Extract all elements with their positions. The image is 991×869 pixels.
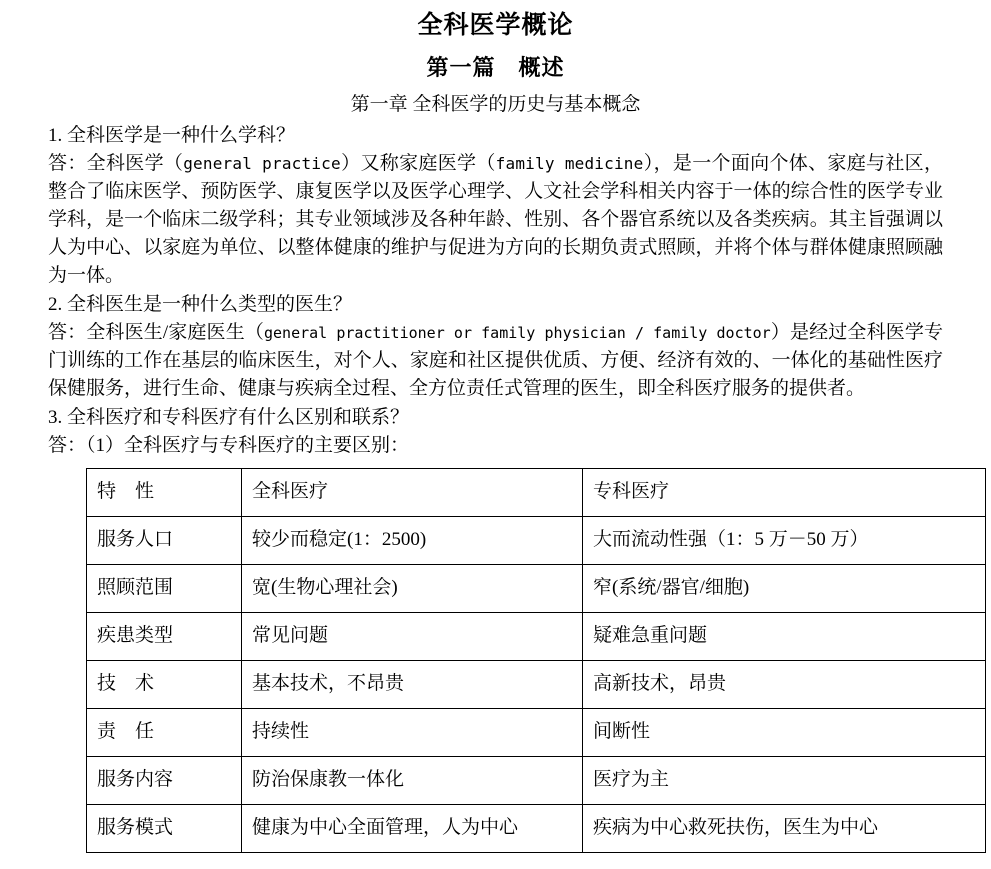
table-row <box>87 757 986 805</box>
table-cell-6-1: 健康为中心全面管理，人为中心 <box>242 805 583 853</box>
table-row <box>87 805 986 853</box>
comparison-table <box>86 468 986 853</box>
answer-1-mid: ）又称家庭医学（ <box>340 152 496 174</box>
table-cell-6-0: 服务模式 <box>87 805 242 853</box>
table-cell-5-2: 医疗为主 <box>583 757 986 805</box>
table-cell-6-2: 疾病为中心救死扶伤，医生为中心 <box>583 805 986 853</box>
table-cell-0-0: 服务人口 <box>87 517 242 565</box>
answer-2-rest: 是经过全科医学专门训练的工作在基层的临床医生，对个人、家庭和社区提供优质、方便、经济有效的、一体化的基础性医疗保健服务，进行生命、健康与疾病全过程、全方位责任式管理的医生，即全科医疗服务的提供者。 <box>48 322 943 400</box>
table-row <box>87 709 986 757</box>
table-cell-0-2: 大而流动性强（1：5 万－50 万） <box>583 517 986 565</box>
part-title: 第一篇 概述 <box>426 55 565 80</box>
table-cell-1-1: 宽(生物心理社会) <box>242 565 583 613</box>
table-cell-3-2: 高新技术，昂贵 <box>583 661 986 709</box>
table-cell-2-2: 疑难急重问题 <box>583 613 986 661</box>
table-cell-3-1: 基本技术，不昂贵 <box>242 661 583 709</box>
answer-1-latin-general-practice: general practice <box>183 153 341 173</box>
answer-3: 答：（1）全科医疗与专科医疗的主要区别： <box>48 434 410 456</box>
table-row <box>87 613 986 661</box>
table-cell-header-1: 全科医疗 <box>242 469 583 517</box>
table-cell-1-0: 照顾范围 <box>87 565 242 613</box>
table-cell-2-0: 疾患类型 <box>87 613 242 661</box>
table-cell-1-2: 窄(系统/器官/细胞) <box>583 565 986 613</box>
table-cell-2-1: 常见问题 <box>242 613 583 661</box>
table-cell-0-1: 较少而稳定(1：2500) <box>242 517 583 565</box>
document-title: 全科医学概论 <box>417 12 574 39</box>
answer-2-prefix: 答：全科医生/家庭医生（ <box>48 322 264 344</box>
table-cell-4-2: 间断性 <box>583 709 986 757</box>
question-1: 1. 全科医学是一种什么学科？ <box>48 125 296 147</box>
table-row <box>87 661 986 709</box>
table-cell-5-0: 服务内容 <box>87 757 242 805</box>
answer-2-latin-terms: general practitioner or family physician / family doctor <box>263 324 771 343</box>
question-2: 2. 全科医生是一种什么类型的医生？ <box>48 294 353 316</box>
table-row <box>87 517 986 565</box>
table-cell-header-2: 专科医疗 <box>583 469 986 517</box>
table-cell-4-0: 责 任 <box>87 709 242 757</box>
table-cell-header-0: 特 性 <box>87 469 242 517</box>
answer-1-latin-family-medicine: family medicine <box>495 153 644 173</box>
table-cell-5-1: 防治保康教一体化 <box>242 757 583 805</box>
table-row <box>87 565 986 613</box>
table-cell-3-0: 技 术 <box>87 661 242 709</box>
answer-1-rest: ），是一个面向个体、家庭与社区，整合了临床医学、预防医学、康复医学以及医学心理学、人文社会学科相关内容于一体的综合性的医学专业学科，是一个临床二级学科；其专业领域涉及各种年龄、性别、各个器官系统以及各类疾病。其主旨强调以人为中心、以家庭为单位、以整体健康的维护与促进为方向的长期负责式照顾，并将个体与群体健康照顾融为一体。 <box>48 152 943 287</box>
answer-1 <box>48 150 943 291</box>
answer-2-mid: ） <box>770 322 790 344</box>
answer-1-prefix: 答：全科医学（ <box>48 152 184 174</box>
question-3: 3. 全科医疗和专科医疗有什么区别和联系？ <box>48 407 410 429</box>
table-cell-4-1: 持续性 <box>242 709 583 757</box>
chapter-title: 第一章 全科医学的历史与基本概念 <box>350 93 641 115</box>
comparison-table-body <box>87 469 986 853</box>
answer-2 <box>48 319 943 403</box>
table-row-header <box>87 469 986 517</box>
